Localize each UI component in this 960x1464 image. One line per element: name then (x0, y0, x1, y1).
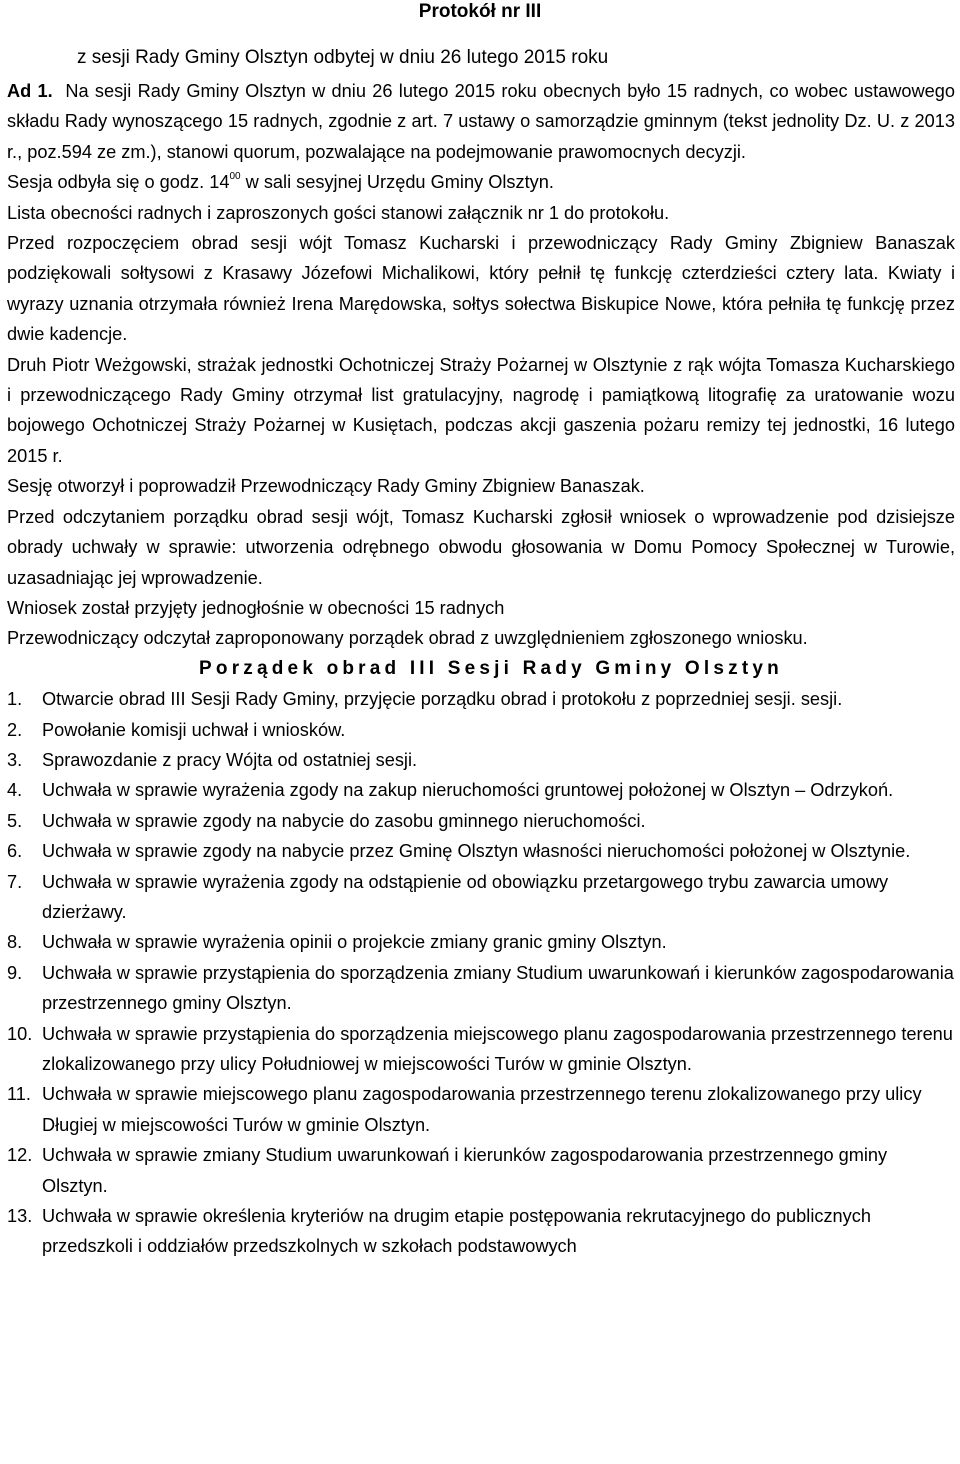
opening-paragraph: Sesję otworzył i poprowadził Przewodniczący Rady Gminy Zbigniew Banaszak. (7, 476, 645, 497)
agenda-item (7, 1140, 955, 1201)
agenda-item-number: 9. (7, 962, 23, 983)
agenda-intro-paragraph: Przewodniczący odczytał zaproponowany porządek obrad z uwzględnieniem zgłoszonego wniosku. (7, 628, 808, 649)
agenda-item-text: Sprawozdanie z pracy Wójta od ostatniej sesji. (42, 749, 418, 770)
agenda-item (7, 1019, 955, 1080)
ad-label: Ad 1. (7, 81, 53, 101)
agenda-item-text: Uchwała w sprawie zmiany Studium uwarunkowań i kierunków zagospodarowania przestrzennego gminy Olsztyn. (42, 1145, 888, 1196)
document-page (7, 0, 955, 1262)
agenda-item-number: 8. (7, 932, 23, 953)
agenda-title: Porządek obrad III Sesji Rady Gminy Olsztyn (199, 657, 783, 679)
agenda-item-text: Uchwała w sprawie określenia kryteriów na drugim etapie postępowania rekrutacyjnego do publicznych przedszkoli i oddziałów przedszkolnych w szkołach podstawowych (42, 1206, 871, 1257)
agenda-item (7, 867, 955, 928)
session-time-before: Sesja odbyła się o godz. 14 (7, 172, 230, 193)
agenda-item-text: Uchwała w sprawie zgody na nabycie do zasobu gminnego nieruchomości. (42, 810, 646, 831)
agenda-item-text: Uchwała w sprawie wyrażenia zgody na odstąpienie od obowiązku przetargowego trybu zawarcia umowy dzierżawy. (42, 871, 889, 922)
agenda-item-text: Uchwała w sprawie wyrażenia zgody na zakup nieruchomości gruntowej położonej w Olsztyn – Odrzykoń. (42, 780, 894, 801)
agenda-item-text: Uchwała w sprawie wyrażenia opinii o projekcie zmiany granic gminy Olsztyn. (42, 932, 667, 953)
agenda-item (7, 927, 955, 957)
agenda-item-text: Powołanie komisji uchwał i wniosków. (42, 719, 346, 740)
agenda-item (7, 806, 955, 836)
agenda-item (7, 715, 955, 745)
thanks-paragraph: Przed rozpoczęciem obrad sesji wójt Tomasz Kucharski i przewodniczący Rady Gminy Zbigniew Banaszak podziękowali sołtysowi z Krasawy Józefowi Michalikowi, który pełnił tę funkcję czterdzieści cztery lata. Kwiaty i wyrazy uznania otrzymała również Irena Marędowska, sołtys sołectwa Biskupice Nowe, która pełniła tę funkcję przez dwie kadencje. (7, 233, 955, 345)
agenda-item-number: 7. (7, 871, 23, 892)
document-title: Protokół nr III (418, 1, 542, 22)
agenda-item-text: Otwarcie obrad III Sesji Rady Gminy, przyjęcie porządku obrad i protokołu z poprzedniej sesji. sesji. (42, 689, 843, 710)
quorum-paragraph (7, 76, 955, 167)
agenda-item (7, 775, 955, 805)
session-time-minutes: 00 (229, 171, 241, 183)
agenda-item-text: Uchwała w sprawie zgody na nabycie przez Gminę Olsztyn własności nieruchomości położonej w Olsztynie. (42, 841, 911, 862)
agenda-item-text: Uchwała w sprawie przystąpienia do sporządzenia zmiany Studium uwarunkowań i kierunków zagospodarowania przestrzennego gminy Olsztyn. (42, 962, 954, 1014)
motion-paragraph: Przed odczytaniem porządku obrad sesji wójt, Tomasz Kucharski zgłosił wniosek o wprowadzenie pod dzisiejsze obrady uchwały w sprawie: utworzenia odrębnego obwodu głosowania w Domu Pomocy Społecznej w Turowie, uzasadniając jej wprowadzenie. (7, 506, 955, 588)
attendance-paragraph: Lista obecności radnych i zaproszonych gości stanowi załącznik nr 1 do protokołu. (7, 202, 670, 223)
document-body (7, 76, 955, 1262)
agenda-item-number: 6. (7, 841, 23, 862)
document-subtitle: z sesji Rady Gminy Olsztyn odbytej w dniu 26 lutego 2015 roku (77, 47, 609, 68)
agenda-item-number: 11. (7, 1084, 31, 1105)
agenda-item-number: 13. (7, 1206, 33, 1227)
agenda-item (7, 745, 955, 775)
agenda-item (7, 836, 955, 866)
vote-paragraph: Wniosek został przyjęty jednogłośnie w obecności 15 radnych (7, 597, 505, 618)
agenda-item (7, 1079, 955, 1140)
quorum-text: Na sesji Rady Gminy Olsztyn w dniu 26 lutego 2015 roku obecnych było 15 radnych, co wobec ustawowego składu Rady wynoszącego 15 radnych, zgodnie z art. 7 ustawy o samorządzie gminnym (tekst jednolity Dz. U. z 2013 r., poz.594 ze zm.), stanowi quorum, pozwalające na podejmowanie prawomocnych decyzji. (7, 81, 955, 162)
agenda-list (7, 684, 955, 1262)
session-time-paragraph (7, 167, 955, 197)
award-paragraph: Druh Piotr Weżgowski, strażak jednostki Ochotniczej Straży Pożarnej w Olsztynie z rąk wójta Tomasza Kucharskiego i przewodniczącego Rady Gminy otrzymał list gratulacyjny, nagrodę i pamiątkową litografię za uratowanie wozu bojowego Ochotniczej Straży Pożarnej w Kusiętach, podczas akcji gaszenia pożaru remizy tej jednostki, 16 lutego 2015 r. (7, 354, 955, 466)
agenda-item-text: Uchwała w sprawie przystąpienia do sporządzenia miejscowego planu zagospodarowania przestrzennego terenu zlokalizowanego przy ulicy Południowej w miejscowości Turów w gminie Olsztyn. (42, 1023, 953, 1074)
agenda-item-number: 4. (7, 780, 23, 801)
agenda-item-number: 5. (7, 810, 23, 831)
agenda-item (7, 958, 955, 1019)
agenda-item-number: 12. (7, 1145, 33, 1166)
agenda-item-number: 2. (7, 719, 23, 740)
agenda-item-number: 3. (7, 749, 23, 770)
agenda-item-number: 10. (7, 1023, 33, 1044)
agenda-item (7, 1201, 955, 1262)
agenda-item-text: Uchwała w sprawie miejscowego planu zagospodarowania przestrzennego terenu zlokalizowanego przy ulicy Długiej w miejscowości Turów w gminie Olsztyn. (42, 1084, 922, 1135)
agenda-item-number: 1. (7, 689, 23, 710)
agenda-item (7, 684, 955, 714)
session-time-after: w sali sesyjnej Urzędu Gminy Olsztyn. (240, 172, 554, 193)
